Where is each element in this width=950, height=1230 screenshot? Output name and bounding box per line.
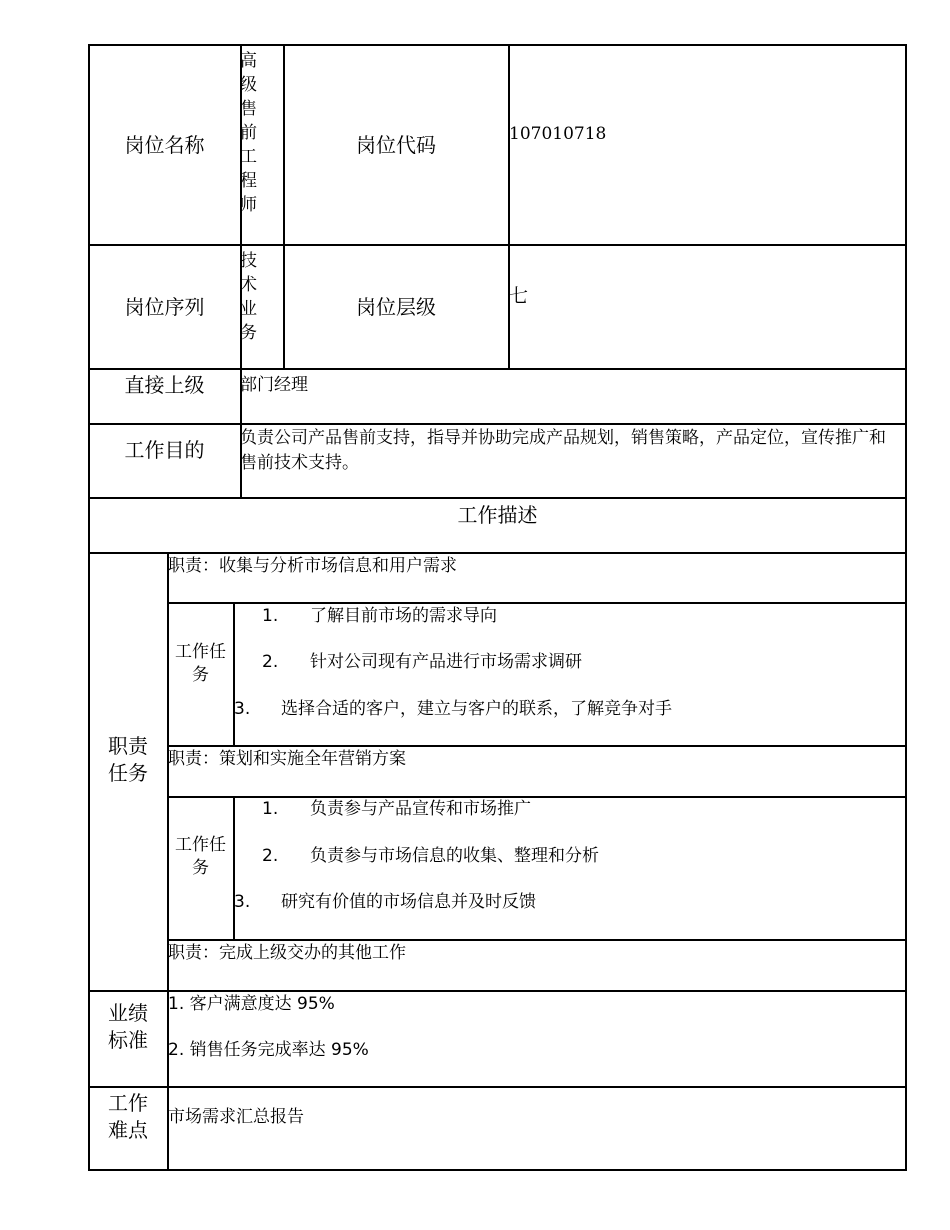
col-divider	[508, 44, 510, 369]
difficulty-value: 市场需求汇总报告	[168, 1107, 304, 1127]
row-divider	[167, 745, 907, 747]
duty-2-task-1-text: 负责参与产品宣传和市场推广	[310, 799, 531, 819]
position-name-label: 岗位名称	[124, 132, 205, 157]
duty-2-task-3-num: 3.	[234, 892, 251, 912]
duty-1-task-1-num: 1.	[262, 606, 279, 626]
row-divider	[88, 368, 907, 370]
duty-1-task-2-num: 2.	[262, 652, 279, 672]
supervisor-value: 部门经理	[240, 375, 308, 395]
duty-1-task-2-text: 针对公司现有产品进行市场需求调研	[310, 652, 582, 672]
duty-2-task-2-num: 2.	[262, 846, 279, 866]
position-series-label: 岗位序列	[124, 294, 205, 319]
table-border-right	[905, 44, 907, 1170]
duty-3-title: 职责：完成上级交办的其他工作	[168, 943, 406, 963]
performance-label-text: 业绩标准	[108, 1001, 148, 1052]
position-name-value: 高级售前工程师	[240, 51, 257, 215]
duty-2-task-1-num: 1.	[262, 799, 279, 819]
duty-2-task-2-text: 负责参与市场信息的收集、整理和分析	[310, 846, 599, 866]
duties-section-label-text: 职责任务	[108, 734, 148, 785]
performance-item-2: 2. 销售任务完成率达 95%	[168, 1040, 369, 1060]
purpose-value: 负责公司产品售前支持，指导并协助完成产品规划，销售策略，产品定位，宣传推广和售前技术支持。	[240, 428, 886, 473]
duty-1-task-3-text: 选择合适的客户，建立与客户的联系，了解竞争对手	[281, 699, 672, 719]
performance-label	[89, 1000, 167, 1054]
table-border-bottom	[88, 1169, 907, 1171]
duty-2-title: 职责：策划和实施全年营销方案	[168, 749, 406, 769]
col-divider	[233, 602, 235, 746]
performance-item-1: 1. 客户满意度达 95%	[168, 994, 335, 1014]
duty-1-title: 职责：收集与分析市场信息和用户需求	[168, 556, 457, 576]
position-level-value: 七	[509, 285, 529, 307]
row-divider	[167, 602, 907, 604]
row-divider	[88, 990, 907, 992]
duty-2-task-label-text: 工作任务	[175, 835, 226, 878]
supervisor-label: 直接上级	[124, 373, 205, 397]
duty-1-task-3-num: 3.	[234, 699, 251, 719]
row-divider	[88, 1086, 907, 1088]
col-divider	[233, 796, 235, 940]
duty-1-task-1-text: 了解目前市场的需求导向	[310, 606, 497, 626]
duty-1-task-label-text: 工作任务	[175, 642, 226, 685]
position-code-label: 岗位代码	[356, 132, 436, 157]
position-level-label: 岗位层级	[356, 294, 436, 319]
row-divider	[167, 796, 907, 798]
duty-1-task-label	[168, 641, 233, 687]
row-divider	[167, 939, 907, 941]
purpose-label: 工作目的	[124, 438, 205, 462]
difficulty-label	[89, 1090, 167, 1144]
row-divider	[88, 552, 907, 554]
position-series-value: 技术业务	[240, 251, 257, 343]
duty-2-task-label	[168, 834, 233, 880]
difficulty-label-text: 工作难点	[108, 1091, 148, 1142]
row-divider	[88, 497, 907, 499]
work-description-title: 工作描述	[457, 503, 538, 527]
position-code-value: 107010718	[509, 124, 607, 144]
row-divider	[88, 423, 907, 425]
duties-section-label	[89, 733, 167, 787]
duty-2-task-3-text: 研究有价值的市场信息并及时反馈	[281, 892, 536, 912]
